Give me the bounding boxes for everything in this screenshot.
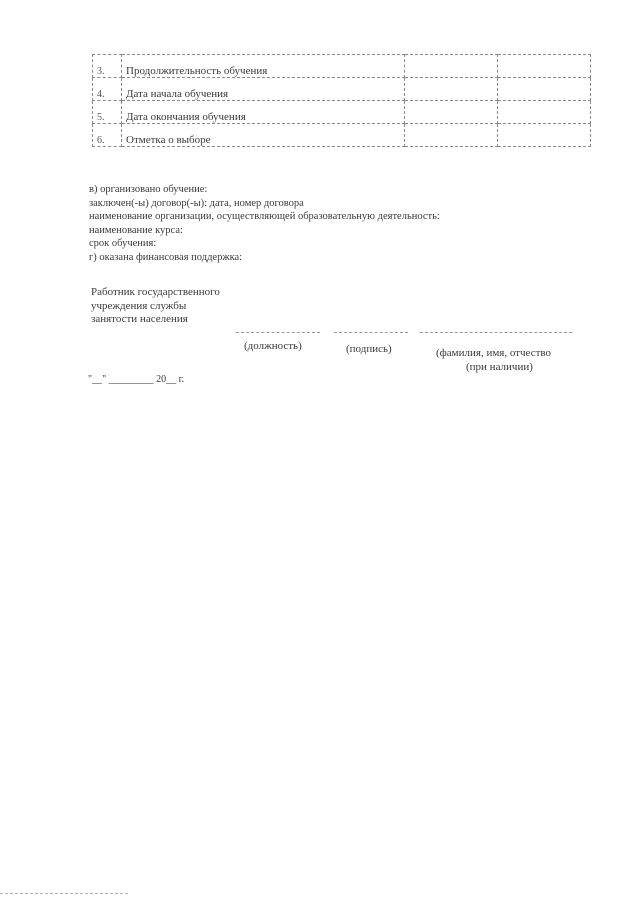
name-caption-note: (при наличии)	[466, 361, 533, 373]
row-cell	[498, 124, 591, 147]
row-label: Продолжительность обучения	[122, 55, 405, 78]
row-cell	[405, 78, 498, 101]
worker-title	[91, 286, 220, 327]
position-caption: (должность)	[244, 340, 302, 352]
detail-line: в) организовано обучение:	[89, 184, 208, 195]
worker-line: Работник государственного	[91, 286, 220, 298]
table-row	[93, 78, 591, 101]
row-number: 3.	[93, 55, 122, 78]
training-details	[89, 183, 440, 265]
row-cell	[405, 101, 498, 124]
row-cell	[498, 78, 591, 101]
row-label: Дата окончания обучения	[122, 101, 405, 124]
name-caption: (фамилия, имя, отчество	[436, 347, 552, 359]
row-cell	[405, 124, 498, 147]
row-label: Отметка о выборе	[122, 124, 405, 147]
detail-line: г) оказана финансовая поддержка:	[89, 251, 243, 263]
name-line	[420, 332, 572, 333]
row-number: 6.	[93, 124, 122, 147]
detail-line: срок обучения:	[89, 238, 157, 250]
date-line: "__" _________ 20__ г.	[88, 374, 185, 385]
row-number: 4.	[93, 78, 122, 101]
scan-edge-mark	[0, 893, 128, 894]
position-line	[236, 332, 320, 333]
training-table	[92, 54, 591, 147]
worker-line: занятости населения	[91, 313, 188, 325]
row-cell	[498, 55, 591, 78]
signature-line	[334, 332, 408, 333]
table-row	[93, 55, 591, 78]
table-row	[93, 101, 591, 124]
detail-line: наименование курса:	[89, 224, 183, 236]
signature-caption: (подпись)	[346, 343, 392, 355]
row-number: 5.	[93, 101, 122, 124]
row-label: Дата начала обучения	[122, 78, 405, 101]
row-cell	[405, 55, 498, 78]
detail-line: заключен(-ы) договор(-ы): дата, номер договора	[89, 197, 304, 209]
worker-line: учреждения службы	[91, 299, 187, 312]
table-row	[93, 124, 591, 147]
row-cell	[498, 101, 591, 124]
detail-line: наименование организации, осуществляющей образовательную деятельность:	[89, 211, 440, 223]
